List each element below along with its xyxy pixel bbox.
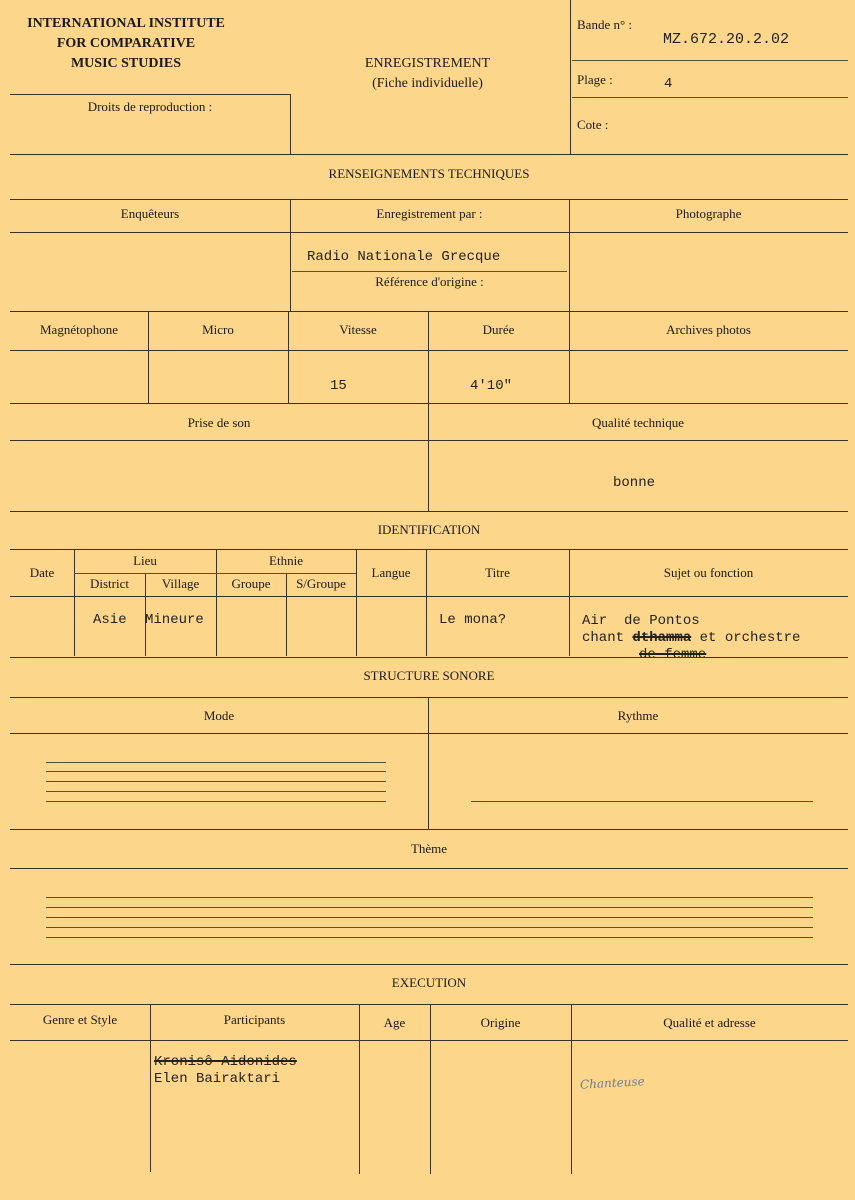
date-label: Date xyxy=(29,565,55,580)
lieu-label: Lieu xyxy=(133,553,157,568)
droits-label: Droits de reproduction : xyxy=(87,99,213,114)
ethnie-label: Ethnie xyxy=(269,553,303,568)
form-title: ENREGISTREMENT xyxy=(364,56,491,71)
bande-label: Bande n° : xyxy=(577,17,633,32)
micro-label: Micro xyxy=(202,322,234,337)
form-subtitle: (Fiche individuelle) xyxy=(372,76,483,91)
qualite-adresse-label: Qualité et adresse xyxy=(663,1015,756,1030)
theme-label: Thème xyxy=(410,841,448,856)
section-identification: IDENTIFICATION xyxy=(377,522,481,537)
duree-value: 4'10" xyxy=(470,378,513,394)
qualite-value: bonne xyxy=(613,475,656,491)
sujet-line-2 xyxy=(582,630,800,646)
sujet-label: Sujet ou fonction xyxy=(663,565,754,580)
vitesse-label: Vitesse xyxy=(339,322,377,337)
titre-value: Le mona? xyxy=(439,612,507,628)
mode-label: Mode xyxy=(203,708,235,723)
vitesse-value: 15 xyxy=(330,378,347,394)
enregistrement-label: Enregistrement par : xyxy=(376,206,483,221)
archives-label: Archives photos xyxy=(666,322,751,337)
section-structure: STRUCTURE SONORE xyxy=(363,668,495,683)
institute-line-3: MUSIC STUDIES xyxy=(70,56,182,71)
titre-label: Titre xyxy=(485,565,510,580)
duree-label: Durée xyxy=(482,322,515,337)
section-technique: RENSEIGNEMENTS TECHNIQUES xyxy=(328,166,530,181)
sujet-line-2-b: et orchestre xyxy=(691,630,801,646)
participant-struck: Kronisô Aidonides xyxy=(154,1054,297,1070)
cote-label: Cote : xyxy=(577,117,609,132)
section-execution: EXECUTION xyxy=(391,975,467,990)
enqueteurs-label: Enquêteurs xyxy=(120,206,180,221)
sujet-line-2-a: chant xyxy=(582,630,633,646)
village-label: Village xyxy=(161,576,200,591)
photographe-label: Photographe xyxy=(675,206,742,221)
qualite-handwritten: Chanteuse xyxy=(579,1074,646,1092)
sujet-struck-word: dthamma xyxy=(632,630,692,646)
sujet-line-1: Air de Pontos xyxy=(582,613,700,629)
district-value: Asie xyxy=(93,612,127,628)
groupe-label: Groupe xyxy=(231,576,271,591)
sujet-line-3: de femme xyxy=(639,647,707,663)
participants-label: Participants xyxy=(223,1012,286,1027)
qualite-label: Qualité technique xyxy=(591,415,685,430)
district-label: District xyxy=(90,576,129,591)
rythme-label: Rythme xyxy=(617,708,659,723)
enregistrement-value: Radio Nationale Grecque xyxy=(307,249,501,265)
plage-value: 4 xyxy=(664,76,673,92)
plage-label: Plage : xyxy=(577,72,613,87)
prise-label: Prise de son xyxy=(187,415,251,430)
institute-line-1: INTERNATIONAL INSTITUTE xyxy=(27,16,225,31)
institute-name xyxy=(0,14,252,74)
langue-label: Langue xyxy=(371,565,411,580)
bande-value: MZ.672.20.2.02 xyxy=(663,31,790,48)
magnetophone-label: Magnétophone xyxy=(40,322,118,337)
origine-label: Origine xyxy=(480,1015,521,1030)
village-value: Mineure xyxy=(145,612,204,628)
age-label: Age xyxy=(383,1015,406,1030)
sgroupe-label: S/Groupe xyxy=(296,576,346,591)
institute-line-2: FOR COMPARATIVE xyxy=(56,36,196,51)
reference-label: Référence d'origine : xyxy=(375,274,484,289)
participant-2: Elen Bairaktari xyxy=(154,1071,281,1087)
genre-label: Genre et Style xyxy=(42,1012,118,1027)
